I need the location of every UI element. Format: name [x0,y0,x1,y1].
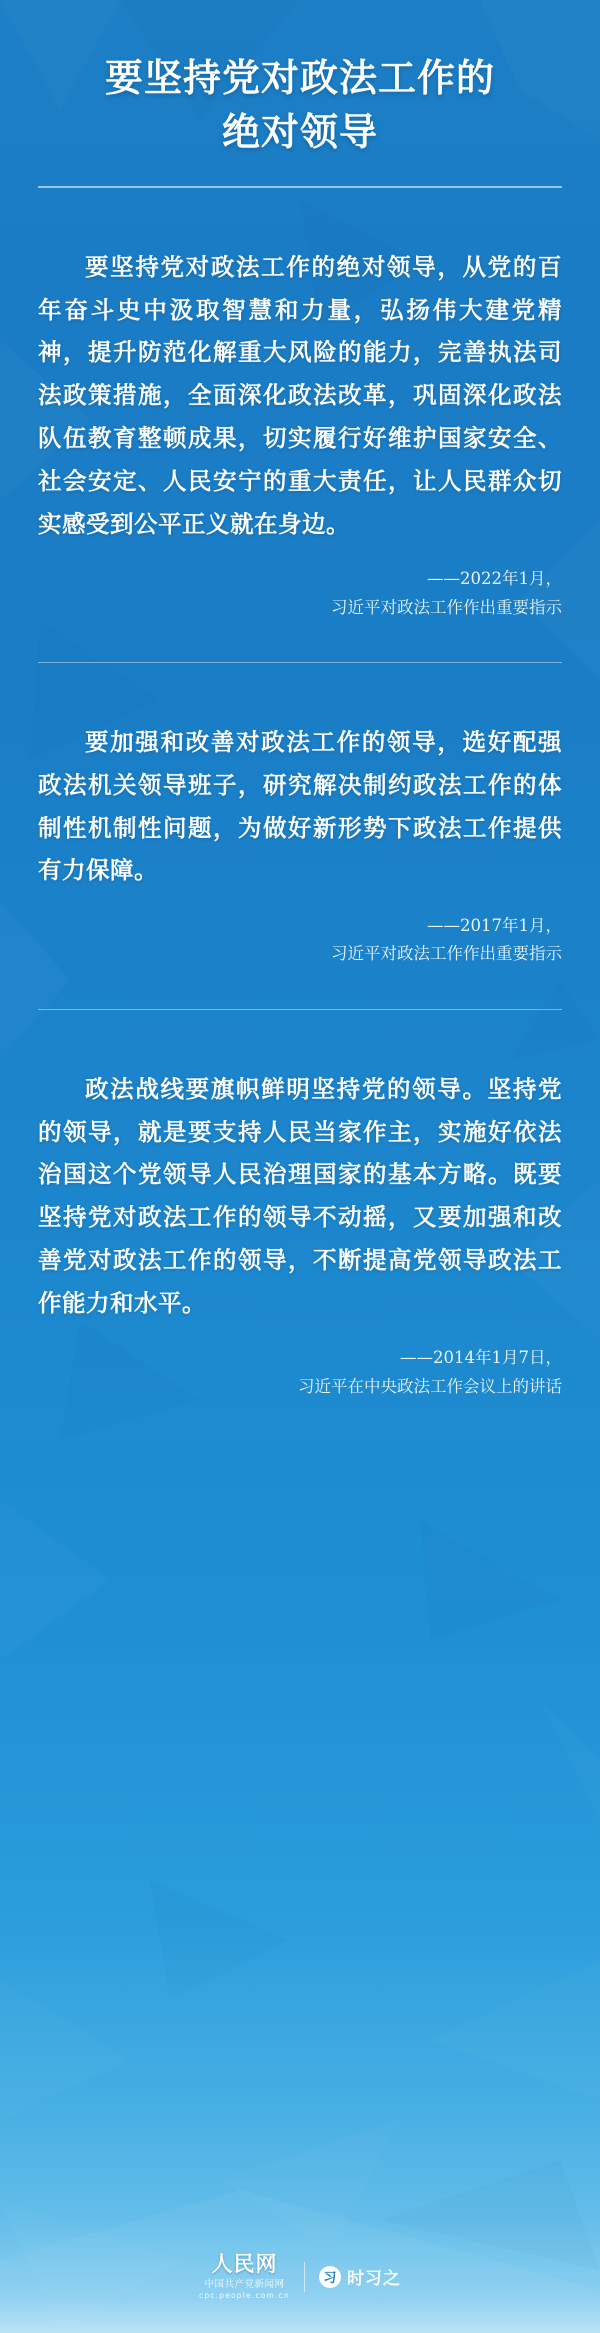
attribution-source: 习近平对政法工作作出重要指示 [331,944,562,964]
footer-separator [304,2262,305,2292]
logo-url: cpc.people.com.cn [199,2290,290,2300]
quote-text: 要加强和改善对政法工作的领导，选好配强政法机关领导班子，研究解决制约政法工作的体制性机制性问题，为做好新形势下政法工作提供有力保障。 [38,728,562,885]
logo-name: 人民网 [211,2252,278,2276]
page-title [38,0,562,188]
quote-attribution [38,565,562,622]
attribution-date: ——2014年1月7日， [400,1348,562,1368]
quote-attribution [38,1344,562,1401]
attribution-date: ——2017年1月， [427,916,562,936]
attribution-date: ——2022年1月， [427,569,562,589]
quote-text: 要坚持党对政法工作的绝对领导，从党的百年奋斗史中汲取智慧和力量，弘扬伟大建党精神，提升防范化解重大风险的能力，完善执法司法政策措施，全面深化政法改革，巩固深化政法队伍教育整顿成果，切实履行好维护国家安全、社会安定、人民安宁的重大责任，让人民群众切实感受到公平正义就在身边。 [38,252,562,538]
quote-block-2 [38,663,562,1010]
title-line-1: 要坚持党对政法工作的 [104,56,495,100]
footer-branding [0,2254,600,2299]
attribution-source: 习近平对政法工作作出重要指示 [331,597,562,617]
logo-mark [211,2254,277,2275]
attribution-source: 习近平在中央政法工作会议上的讲话 [298,1376,562,1396]
shixizhi-badge [319,2264,401,2289]
quote-attribution [38,912,562,969]
quote-block-1 [38,188,562,663]
people-cn-logo [199,2254,290,2299]
badge-seal-icon: 习 [319,2266,341,2288]
title-line-2: 绝对领导 [221,109,378,154]
quote-block-3 [38,1010,562,1401]
badge-label: 时习之 [346,2269,401,2289]
logo-subtitle: 中国共产党新闻网 [204,2279,285,2290]
quote-text: 政法战线要旗帜鲜明坚持党的领导。坚持党的领导，就是要支持人民当家作主，实施好依法治国这个党领导人民治理国家的基本方略。既要坚持党对政法工作的领导不动摇，又要加强和改善党对政法工作的领导，不断提高党领导政法工作能力和水平。 [38,1074,562,1317]
